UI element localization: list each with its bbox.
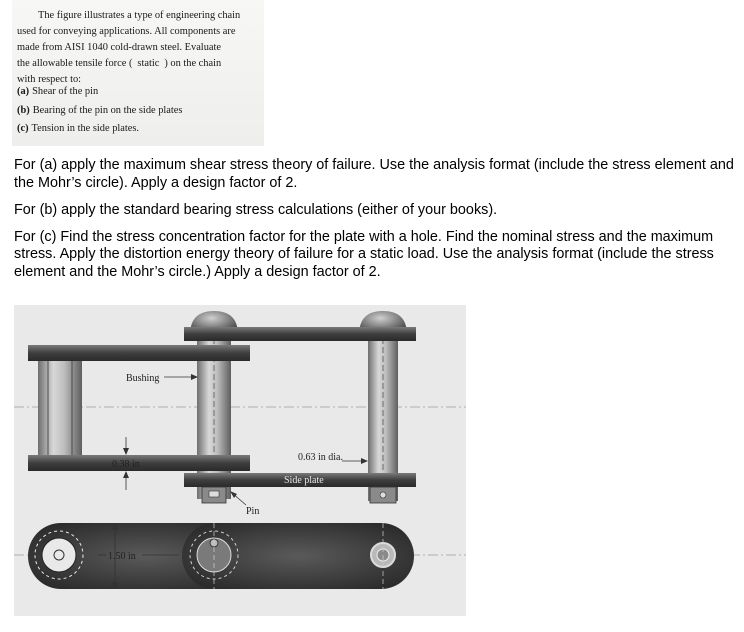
problem-statement <box>17 8 265 88</box>
problem-parts <box>17 83 265 139</box>
statement-line: made from AISI 1040 cold-drawn steel. Evaluate <box>17 41 221 53</box>
instructions <box>14 157 736 291</box>
statement-line: The figure illustrates a type of engineering chain <box>38 10 241 21</box>
chain-figure <box>14 305 466 616</box>
part-c: (c) Tension in the side plates. <box>17 123 140 135</box>
label-bushing: Bushing <box>126 373 160 384</box>
bottom-hole <box>42 538 76 572</box>
label-0-38-in: 0.38 in <box>112 459 140 470</box>
instruction-c: For (c) Find the stress concentration factor for the plate with a hole. Find the nominal stress and the maximum stress. Apply the distortion energy theory of failure for a static load. Use the analysis format (include the stress element and the Mohr’s circle.) Apply a design factor of 2. <box>14 228 714 280</box>
side-plate-outer-top <box>184 327 416 341</box>
problem-statement-image <box>12 0 264 146</box>
part-b: (b) Bearing of the pin on the side plates <box>17 104 183 116</box>
label-pin: Pin <box>246 506 260 517</box>
label-pin-diameter: 0.63 in dia. <box>298 452 343 463</box>
label-side-plate: Side plate <box>284 475 324 486</box>
force-symbol: static <box>137 57 160 69</box>
statement-line: the allowable tensile force ( static ) on the chain <box>17 57 222 69</box>
chain-drawing <box>14 305 466 616</box>
part-a: (a) Shear of the pin <box>17 86 99 97</box>
label-1-50-in: 1.50 in <box>108 551 136 562</box>
left-bushing <box>38 357 82 459</box>
instruction-b: For (b) apply the standard bearing stress calculations (either of your books). <box>14 201 498 218</box>
statement-line: with respect to: <box>17 73 82 85</box>
statement-line: used for conveying applications. All components are <box>17 25 236 37</box>
side-plate-inner-top <box>28 345 250 361</box>
instruction-a: For (a) apply the maximum shear stress theory of failure. Use the analysis format (include the stress element and the Mohr’s circle). Apply a design factor of 2. <box>14 157 734 191</box>
